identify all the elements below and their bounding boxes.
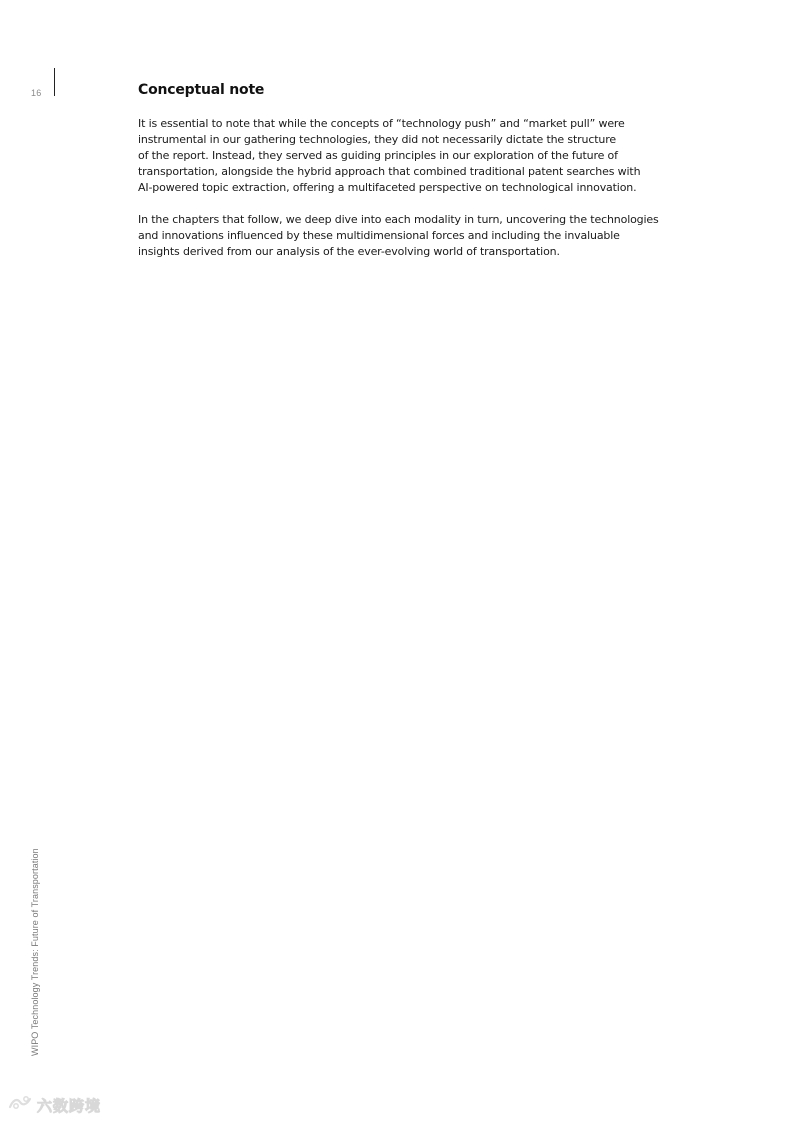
header-divider	[54, 68, 55, 96]
section-title: Conceptual note	[138, 82, 265, 98]
body-paragraph-2: In the chapters that follow, we deep dive into each modality in turn, uncovering the technologies and innovations influenced by these multidimensional forces and including the invaluable insights derived from our analysis of the ever-evolving world of transportation.	[138, 213, 659, 258]
main-content	[138, 82, 678, 276]
watermark-logo-icon	[8, 1094, 32, 1117]
watermark	[8, 1094, 101, 1117]
body-paragraph-1: It is essential to note that while the concepts of “technology push” and “market pull” were instrumental in our gathering technologies, they did not necessarily dictate the structure of the report. Instead, they served as guiding principles in our exploration of the future of transportation, alongside the hybrid approach that combined traditional patent searches with AI-powered topic extraction, offering a multifaceted perspective on technological innovation.	[138, 117, 641, 194]
footer-publication-title: WIPO Technology Trends: Future of Transportation	[30, 848, 40, 1056]
watermark-text: 六数跨境	[37, 1097, 102, 1115]
page-number: 16	[31, 88, 42, 98]
